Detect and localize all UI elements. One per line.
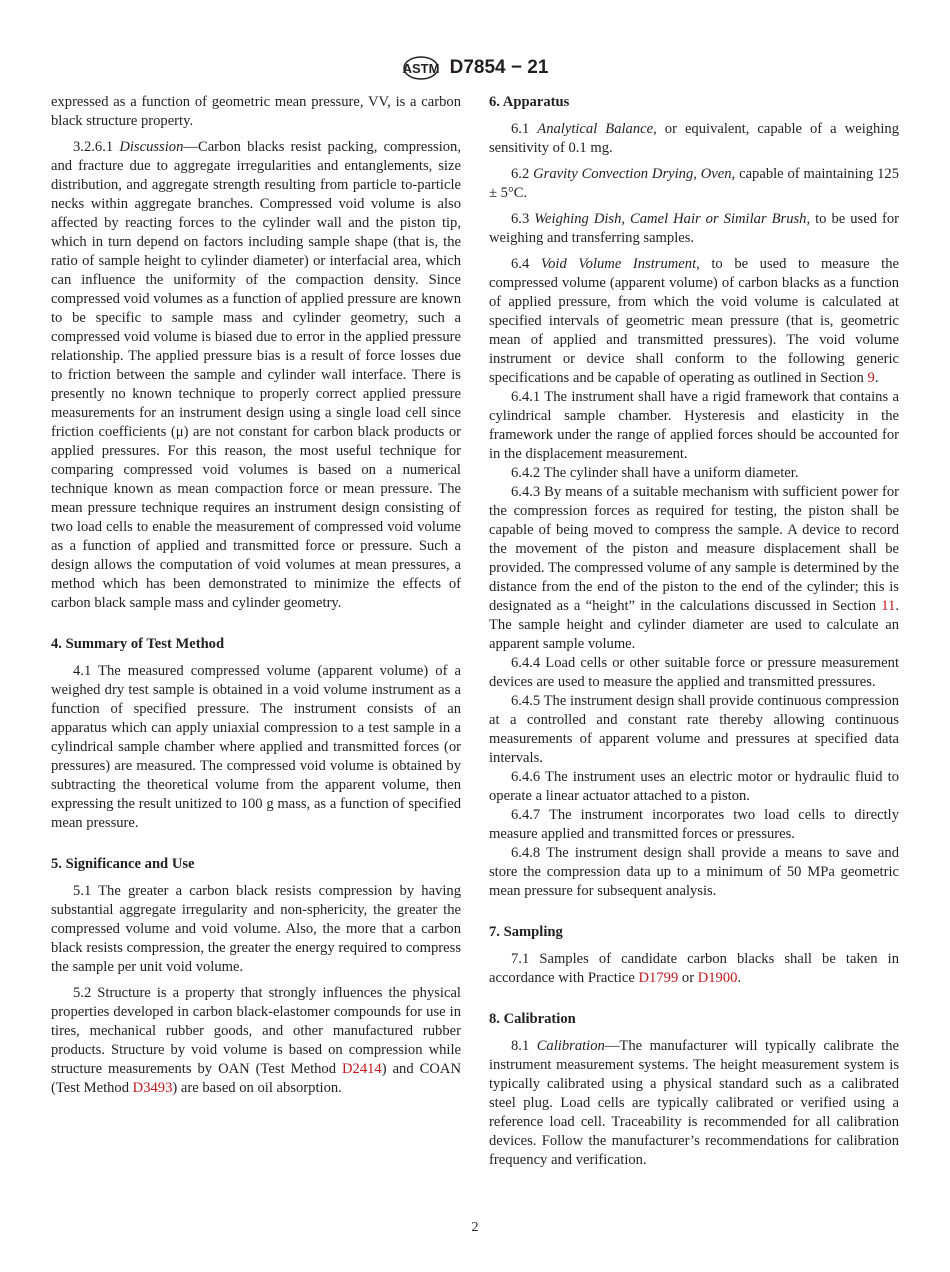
page-header (0, 55, 950, 81)
paragraph (489, 120, 899, 158)
italic-term: Weighing Dish, Camel Hair or Similar Brush, (534, 211, 811, 227)
reference-link[interactable]: D1900 (697, 970, 738, 986)
paragraph (489, 950, 899, 988)
text-run: 6.1 (511, 121, 538, 137)
text-run: . (874, 370, 879, 386)
paragraph (489, 1037, 899, 1170)
paragraph (489, 844, 899, 901)
text-run: 6.4.6 The instrument uses an electric motor or hydraulic fluid to operate a linear actuator attached to a piston. (489, 769, 899, 804)
text-run: 6.4.5 The instrument design shall provide continuous compression at a controlled and constant rate thereby allowing continuous measurements of apparent volume and pressures at specified data intervals. (489, 693, 899, 766)
text-run: 5.1 The greater a carbon black resists compression by having substantial aggregate irregularity and non-sphericity, the greater the compressed volume and void volume. Also, the more that a carbon black resists compression, the greater the energy required to compress the sample per unit void volume. (51, 883, 461, 975)
paragraph (489, 255, 899, 388)
text-run: expressed as a function of geometric mean pressure, VV, is a carbon black structure property. (51, 94, 461, 129)
text-run: 4.1 The measured compressed volume (apparent volume) of a weighed dry test sample is obtained in a void volume instrument as a function of specified pressure. The instrument consists of an apparatus which can apply uniaxial compression to a test sample in a cylindrical sample chamber where applied and transmitted forces (or pressures) are measured. The compressed void volume is obtained by subtracting the theoretical volume from the apparent volume, then expressing the result unitized to 100 g mass, as a function of specified mean pressure. (51, 663, 461, 831)
section-heading: 5. Significance and Use (51, 856, 195, 872)
text-run: 8.1 (511, 1038, 537, 1054)
paragraph (51, 93, 461, 131)
italic-term: Void Volume Instrument, (540, 256, 700, 272)
paragraph (489, 483, 899, 654)
right-column (489, 93, 899, 1170)
paragraph (489, 654, 899, 692)
paragraph (489, 692, 899, 768)
text-run: . (737, 970, 742, 986)
text-run: 7.1 Samples of candidate carbon blacks shall be taken in accordance with Practice (489, 951, 899, 986)
svg-text:ASTM: ASTM (402, 61, 440, 76)
paragraph (51, 984, 461, 1098)
text-run: 5.2 Structure is a property that strongly influences the physical properties developed in carbon black-elastomer compounds for use in tires, mechanical rubber goods, and other manufactured rubber products. Structure by void volume is based on compression while structure measurements by OAN (Test Method (51, 985, 461, 1077)
text-run: capable of maintaining 125 ± 5°C. (489, 166, 900, 201)
paragraph (489, 806, 899, 844)
paragraph (51, 882, 461, 977)
paragraph (489, 210, 899, 248)
text-run: 6.4.2 The cylinder shall have a uniform diameter. (511, 465, 799, 481)
text-run: 6.2 (511, 166, 534, 182)
text-run: or (678, 970, 698, 986)
reference-link[interactable]: 9 (867, 370, 875, 386)
paragraph (51, 138, 461, 613)
paragraph (489, 165, 899, 203)
text-run: 6.4 (511, 256, 541, 272)
reference-link[interactable]: D2414 (342, 1061, 382, 1077)
paragraph (489, 464, 899, 483)
italic-term: Gravity Convection Drying, Oven, (533, 166, 736, 182)
paragraph (51, 662, 461, 833)
text-run: —The manufacturer will typically calibrate the instrument measurement systems. The height measurement system is typically calibrated using a physical standard such as a calibrated steel plug. Load cells are typically calibrated or verified using a reference load cell. Traceability is recommended for all calibration devices. Follow the manufacturer’s recommendations for calibration frequency and verification. (489, 1038, 900, 1168)
text-run: 6.4.8 The instrument design shall provide a means to save and store the compression data up to a minimum of 50 MPa geometric mean pressure for subsequent analysis. (489, 845, 899, 899)
text-run: 6.3 (511, 211, 535, 227)
section-heading: 4. Summary of Test Method (51, 636, 225, 652)
text-run: ) are based on oil absorption. (172, 1080, 342, 1096)
astm-logo-icon (402, 55, 440, 81)
page-number: 2 (471, 1220, 479, 1235)
italic-term: Discussion (119, 139, 184, 155)
reference-link[interactable]: D3493 (132, 1080, 173, 1096)
paragraph (489, 768, 899, 806)
text-run: or equivalent, capable of a weighing sensitivity of 0.1 mg. (489, 121, 899, 156)
text-run: to be used for weighing and transferring samples. (489, 211, 899, 246)
reference-link[interactable]: 11 (881, 598, 896, 614)
text-run: 6.4.7 The instrument incorporates two load cells to directly measure applied and transmitted forces or pressures. (489, 807, 899, 842)
text-run: ) and COAN (Test Method (51, 1061, 461, 1096)
italic-term: Analytical Balance, (537, 121, 657, 137)
paragraph (489, 388, 899, 464)
text-run: 6.4.4 Load cells or other suitable force or pressure measurement devices are used to measure the applied and transmitted pressures. (489, 655, 899, 690)
section-heading: 6. Apparatus (489, 94, 570, 110)
document-designation: D7854 − 21 (449, 57, 549, 78)
text-run: —Carbon blacks resist packing, compression, and fracture due to aggregate irregularities and entanglements, size distribution, and aggregate strength resulting from particle to-particle necks within aggregate branches. Compressed void volume is also affected by reacting forces to the cylinder wall and the piston tip, which in turn depend on factors including sample shape (that is, the ratio of sample height to cylinder diameter) or interfacial area, which can influence the uniformity of the compaction density. Since compressed void volumes as a function of applied pressure are known to be specific to sample mass and cylinder geometry, such a compressed void volume is biased due to error in the applied pressure relationship. The applied pressure bias is a result of force losses due to friction between the sample and cylinder wall interface. There is presently no known technique to properly correct applied pressure measurements for an instrument design using a single load cell since friction coefficients (μ) are not constant for carbon black products or applied pressures. For this reason, the most useful technique for comparing compressed void volumes is based on a numerical technique known as mean compaction force or mean pressure. The mean pressure technique requires an instrument design consisting of two load cells to enable the measurement of compressed void volume as a function of applied and transmitted force or pressure. Such a design allows the computation of void volumes at mean pressures, a method which has been demonstrated to minimize the effects of carbon black sample mass and cylinder geometry. (51, 139, 461, 611)
text-run: 3.2.6.1 (73, 139, 120, 155)
text-run: 6.4.3 By means of a suitable mechanism with sufficient power for the compression forces as required for testing, the piston shall be capable of being moved to compress the sample. A device to record the movement of the piston and measure displacement shall be provided. The compressed volume of any sample is determined by the distance from the end of the piston to the end of the cylinder; this is designated as a “height” in the calculations discussed in Section (489, 484, 899, 614)
text-run: 6.4.1 The instrument shall have a rigid framework that contains a cylindrical sample chamber. Hysteresis and elasticity in the framework under the range of applied forces should be accounted for in the displacement measurement. (489, 389, 899, 462)
section-heading: 8. Calibration (489, 1011, 576, 1027)
text-run: to be used to measure the compressed volume (apparent volume) of carbon blacks as a function of applied pressure, from which the void volume is calculated at specified intervals of geometric mean pressure (that is, geometric mean of applied and transmitted pressures). The void volume instrument or device shall conform to the following generic specifications and be capable of operating as outlined in Section (489, 256, 899, 386)
text-run: . The sample height and cylinder diameter are used to calculate an apparent sample volume. (489, 598, 899, 652)
reference-link[interactable]: D1799 (638, 970, 679, 986)
section-heading: 7. Sampling (489, 924, 563, 940)
italic-term: Calibration (536, 1038, 605, 1054)
left-column (51, 93, 461, 1098)
